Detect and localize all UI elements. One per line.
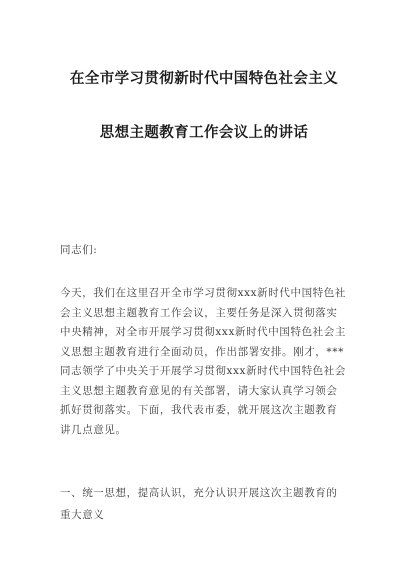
- paragraph-line: 今天，我们在这里召开全市学习贯彻xxx新时代中国特色社: [60, 287, 346, 299]
- paragraph-line: 会主义思想主题教育工作会议，主要任务是深入贯彻落实: [60, 306, 338, 319]
- paragraph-line: 主义思想主题教育意见的有关部署，请大家认真学习领会: [60, 384, 338, 397]
- paragraph-line: 中央精神，对全市开展学习贯彻xxx新时代中国特色社会主: [60, 326, 346, 338]
- paragraph-line: 抓好贯彻落实。下面，我代表市委，就开展这次主题教育: [60, 404, 338, 416]
- salutation: 同志们:: [60, 244, 98, 256]
- section-heading-line: 重大意义: [60, 509, 105, 521]
- section-heading: [60, 482, 360, 526]
- document-title-line-2: 思想主题教育工作会议上的讲话: [99, 125, 309, 141]
- paragraph-line: 义思想主题教育进行全面动员，作出部署安排。刚才，***: [60, 345, 344, 358]
- paragraph-line: 讲几点意见。: [60, 423, 127, 436]
- opening-paragraph: [60, 284, 360, 440]
- paragraph-line: 同志领学了中央关于开展学习贯彻xxx新时代中国特色社会: [60, 365, 346, 377]
- document-title-line-1: 在全市学习贯彻新时代中国特色社会主义: [69, 71, 339, 87]
- section-heading-line: 一、统一思想，提高认识，充分认识开展这次主题教育的: [60, 487, 338, 499]
